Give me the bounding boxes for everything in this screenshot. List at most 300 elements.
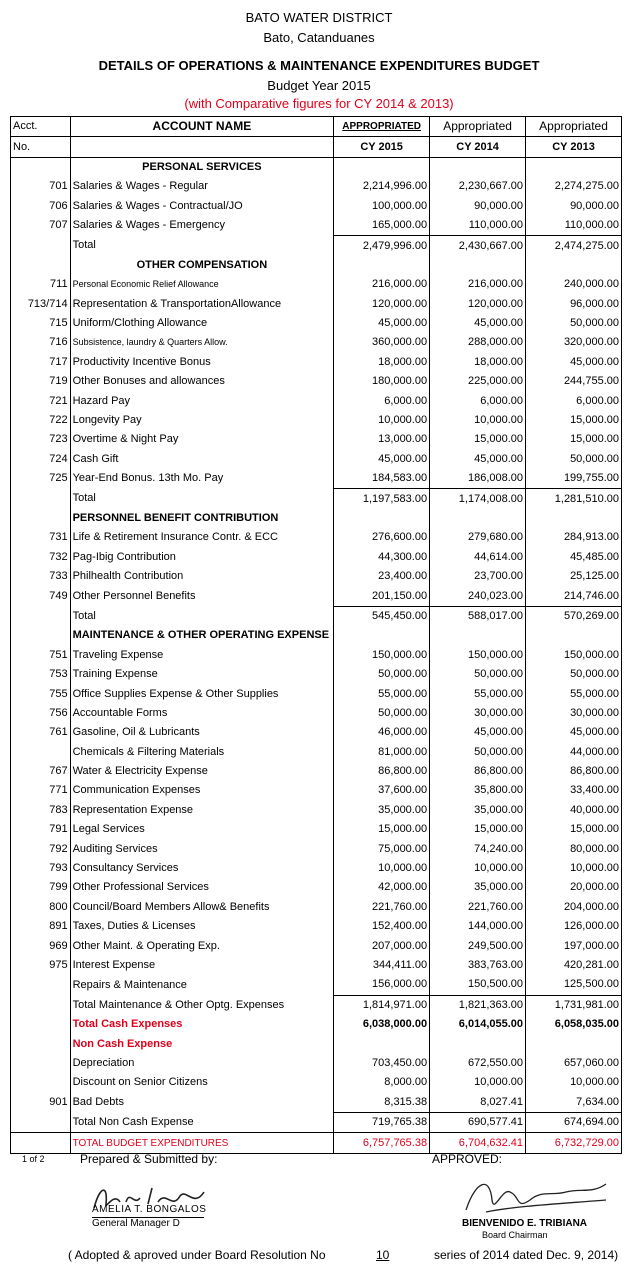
total-row <box>11 1133 622 1153</box>
value-cy2015: 46,000.00 <box>334 723 430 742</box>
acct-code <box>11 975 71 995</box>
account-name: Repairs & Maintenance <box>70 975 334 995</box>
table-row <box>11 917 622 936</box>
account-name: Council/Board Members Allow& Benefits <box>70 898 334 917</box>
value-cy2014: 150,000.00 <box>430 646 526 665</box>
section-header-row <box>11 157 622 177</box>
table-row <box>11 1034 622 1053</box>
value-cy2013: 80,000.00 <box>526 839 622 858</box>
value-cy2014: 288,000.00 <box>430 333 526 352</box>
acct-code: 751 <box>11 646 71 665</box>
value-cy2013: 40,000.00 <box>526 801 622 820</box>
account-name: Uniform/Clothing Allowance <box>70 314 334 333</box>
table-row <box>11 586 622 606</box>
account-name: Water & Electricity Expense <box>70 762 334 781</box>
total-row <box>11 1112 622 1132</box>
value-cy2013: 15,000.00 <box>526 820 622 839</box>
account-name: Salaries & Wages - Contractual/JO <box>70 197 334 216</box>
value-cy2015: 1,814,971.00 <box>334 995 430 1015</box>
value-cy2013: 1,281,510.00 <box>526 489 622 509</box>
acct-code <box>11 1073 71 1092</box>
value-cy2013: 657,060.00 <box>526 1054 622 1073</box>
comparative-note: (with Comparative figures for CY 2014 & 2013) <box>184 96 454 111</box>
value-cy2013: 10,000.00 <box>526 1073 622 1092</box>
value-cy2015: 18,000.00 <box>334 353 430 372</box>
value-cy2014: 216,000.00 <box>430 275 526 294</box>
acct-code: 749 <box>11 586 71 606</box>
table-row <box>11 314 622 333</box>
value-cy2015: 35,000.00 <box>334 801 430 820</box>
acct-code: 753 <box>11 665 71 684</box>
table-row <box>11 1093 622 1113</box>
acct-code: 793 <box>11 859 71 878</box>
value-cy2014: 383,763.00 <box>430 956 526 975</box>
value-cy2013: 96,000.00 <box>526 295 622 314</box>
account-name-header: ACCOUNT NAME <box>70 117 334 137</box>
account-name: Salaries & Wages - Emergency <box>70 216 334 236</box>
value-cy2015: 100,000.00 <box>334 197 430 216</box>
value-cy2014: 55,000.00 <box>430 684 526 703</box>
value-cy2015: 6,757,765.38 <box>334 1133 430 1153</box>
table-row <box>11 820 622 839</box>
value-cy2015: 165,000.00 <box>334 216 430 236</box>
acct-code: 799 <box>11 878 71 897</box>
value-cy2013: 320,000.00 <box>526 333 622 352</box>
account-name: Productivity Incentive Bonus <box>70 353 334 372</box>
value-cy2013: 45,000.00 <box>526 353 622 372</box>
total-row <box>11 489 622 509</box>
acct-header-top: Acct. <box>11 117 71 137</box>
account-name: Personal Economic Relief Allowance <box>70 275 334 294</box>
col1-header-bottom: CY 2015 <box>334 137 430 157</box>
value-cy2013: 55,000.00 <box>526 684 622 703</box>
acct-code <box>11 995 71 1015</box>
value-cy2013: 570,269.00 <box>526 606 622 626</box>
value-cy2013: 240,000.00 <box>526 275 622 294</box>
table-row <box>11 1054 622 1073</box>
account-name: Auditing Services <box>70 839 334 858</box>
account-name: Depreciation <box>70 1054 334 1073</box>
account-name: Year-End Bonus. 13th Mo. Pay <box>70 469 334 489</box>
right-signature <box>456 1170 616 1220</box>
acct-code <box>11 157 71 177</box>
left-signatory-title: General Manager D <box>92 1217 204 1229</box>
acct-code: 713/714 <box>11 295 71 314</box>
acct-code: 771 <box>11 781 71 800</box>
value-cy2013: 197,000.00 <box>526 936 622 955</box>
acct-code: 711 <box>11 275 71 294</box>
account-name: Subsistence, laundry & Quarters Allow. <box>70 333 334 352</box>
acct-code: 716 <box>11 333 71 352</box>
col2-header-bottom: CY 2014 <box>430 137 526 157</box>
value-cy2013 <box>526 626 622 645</box>
account-name-header-blank <box>70 137 334 157</box>
value-cy2014: 249,500.00 <box>430 936 526 955</box>
value-cy2014: 144,000.00 <box>430 917 526 936</box>
acct-code: 724 <box>11 450 71 469</box>
acct-code: 975 <box>11 956 71 975</box>
budget-year: Budget Year 2015 <box>267 78 371 93</box>
account-name: Total Cash Expenses <box>70 1015 334 1034</box>
table-row <box>11 469 622 489</box>
section-header-row <box>11 509 622 528</box>
value-cy2014: 35,000.00 <box>430 801 526 820</box>
value-cy2014: 6,014,055.00 <box>430 1015 526 1034</box>
account-name: Pag-Ibig Contribution <box>70 548 334 567</box>
value-cy2013: 1,731,981.00 <box>526 995 622 1015</box>
acct-header-bottom: No. <box>11 137 71 157</box>
value-cy2014: 50,000.00 <box>430 743 526 762</box>
value-cy2014: 2,230,667.00 <box>430 177 526 196</box>
value-cy2014: 10,000.00 <box>430 411 526 430</box>
value-cy2013 <box>526 256 622 275</box>
account-name: TOTAL BUDGET EXPENDITURES <box>70 1133 334 1153</box>
value-cy2014: 186,008.00 <box>430 469 526 489</box>
value-cy2013: 10,000.00 <box>526 859 622 878</box>
table-row <box>11 723 622 742</box>
total-row <box>11 995 622 1015</box>
value-cy2013: 125,500.00 <box>526 975 622 995</box>
account-name: Training Expense <box>70 665 334 684</box>
value-cy2015: 276,600.00 <box>334 528 430 547</box>
acct-code: 969 <box>11 936 71 955</box>
acct-code: 707 <box>11 216 71 236</box>
resolution-number: 10 <box>376 1248 390 1262</box>
value-cy2015: 180,000.00 <box>334 372 430 391</box>
value-cy2013 <box>526 1034 622 1053</box>
value-cy2015: 45,000.00 <box>334 450 430 469</box>
value-cy2014: 90,000.00 <box>430 197 526 216</box>
value-cy2015: 2,479,996.00 <box>334 236 430 256</box>
total-row <box>11 236 622 256</box>
table-row <box>11 1073 622 1092</box>
value-cy2014: 35,000.00 <box>430 878 526 897</box>
account-name: Philhealth Contribution <box>70 567 334 586</box>
acct-code <box>11 1034 71 1053</box>
value-cy2013: 6,000.00 <box>526 391 622 410</box>
value-cy2013: 2,474,275.00 <box>526 236 622 256</box>
value-cy2013: 30,000.00 <box>526 704 622 723</box>
account-name: Hazard Pay <box>70 391 334 410</box>
acct-code: 755 <box>11 684 71 703</box>
right-signatory-name: BIENVENIDO E. TRIBIANA <box>462 1218 588 1229</box>
acct-code: 792 <box>11 839 71 858</box>
acct-code <box>11 743 71 762</box>
value-cy2013: 90,000.00 <box>526 197 622 216</box>
value-cy2015: 1,197,583.00 <box>334 489 430 509</box>
value-cy2014: 8,027.41 <box>430 1093 526 1113</box>
value-cy2015 <box>334 157 430 177</box>
acct-code: 783 <box>11 801 71 820</box>
col1-header-top: APPROPRIATED <box>334 117 430 137</box>
value-cy2013: 86,800.00 <box>526 762 622 781</box>
acct-code: 800 <box>11 898 71 917</box>
value-cy2015: 703,450.00 <box>334 1054 430 1073</box>
value-cy2014: 588,017.00 <box>430 606 526 626</box>
value-cy2015: 50,000.00 <box>334 704 430 723</box>
value-cy2014: 44,614.00 <box>430 548 526 567</box>
value-cy2013: 45,485.00 <box>526 548 622 567</box>
value-cy2014: 150,500.00 <box>430 975 526 995</box>
value-cy2015: 55,000.00 <box>334 684 430 703</box>
prepared-label: Prepared & Submitted by: <box>80 1152 218 1166</box>
left-signatory-name: AMELIA T. BONGALOS <box>92 1204 207 1215</box>
value-cy2013: 15,000.00 <box>526 411 622 430</box>
value-cy2013: 284,913.00 <box>526 528 622 547</box>
table-row <box>11 704 622 723</box>
account-name: Other Personnel Benefits <box>70 586 334 606</box>
table-row <box>11 839 622 858</box>
value-cy2014 <box>430 626 526 645</box>
value-cy2015: 8,000.00 <box>334 1073 430 1092</box>
account-name: PERSONAL SERVICES <box>70 157 334 177</box>
value-cy2014 <box>430 157 526 177</box>
acct-code: 756 <box>11 704 71 723</box>
value-cy2015 <box>334 256 430 275</box>
table-row <box>11 781 622 800</box>
account-name: Other Professional Services <box>70 878 334 897</box>
account-name: Gasoline, Oil & Lubricants <box>70 723 334 742</box>
value-cy2015: 150,000.00 <box>334 646 430 665</box>
value-cy2015: 13,000.00 <box>334 430 430 449</box>
table-row <box>11 528 622 547</box>
table-row <box>11 275 622 294</box>
account-name: Accountable Forms <box>70 704 334 723</box>
table-row <box>11 743 622 762</box>
account-name: Life & Retirement Insurance Contr. & ECC <box>70 528 334 547</box>
value-cy2014 <box>430 1034 526 1053</box>
table-row <box>11 177 622 196</box>
value-cy2013: 45,000.00 <box>526 723 622 742</box>
account-name: Salaries & Wages - Regular <box>70 177 334 196</box>
account-name: Bad Debts <box>70 1093 334 1113</box>
value-cy2015: 207,000.00 <box>334 936 430 955</box>
account-name: Longevity Pay <box>70 411 334 430</box>
org-place: Bato, Catanduanes <box>263 30 375 45</box>
value-cy2015: 86,800.00 <box>334 762 430 781</box>
table-row <box>11 956 622 975</box>
acct-code: 721 <box>11 391 71 410</box>
table-row <box>11 372 622 391</box>
value-cy2015: 6,000.00 <box>334 391 430 410</box>
col2-header-top: Appropriated <box>430 117 526 137</box>
acct-code: 715 <box>11 314 71 333</box>
account-name: Discount on Senior Citizens <box>70 1073 334 1092</box>
table-row <box>11 665 622 684</box>
value-cy2015 <box>334 509 430 528</box>
table-row <box>11 859 622 878</box>
table-row <box>11 411 622 430</box>
document-title: DETAILS OF OPERATIONS & MAINTENANCE EXPENDITURES BUDGET <box>98 58 540 73</box>
value-cy2014: 1,174,008.00 <box>430 489 526 509</box>
account-name: OTHER COMPENSATION <box>70 256 334 275</box>
account-name: Total <box>70 236 334 256</box>
page-number: 1 of 2 <box>22 1154 45 1164</box>
table-row <box>11 548 622 567</box>
value-cy2013: 126,000.00 <box>526 917 622 936</box>
value-cy2013: 674,694.00 <box>526 1112 622 1132</box>
acct-code <box>11 1112 71 1132</box>
table-row <box>11 1015 622 1034</box>
account-name: Total <box>70 606 334 626</box>
value-cy2014: 35,800.00 <box>430 781 526 800</box>
account-name: Consultancy Services <box>70 859 334 878</box>
acct-code: 731 <box>11 528 71 547</box>
value-cy2013: 420,281.00 <box>526 956 622 975</box>
acct-code: 719 <box>11 372 71 391</box>
value-cy2015: 81,000.00 <box>334 743 430 762</box>
value-cy2013: 20,000.00 <box>526 878 622 897</box>
acct-code: 767 <box>11 762 71 781</box>
acct-code: 732 <box>11 548 71 567</box>
value-cy2014: 240,023.00 <box>430 586 526 606</box>
acct-code: 701 <box>11 177 71 196</box>
account-name: Total Non Cash Expense <box>70 1112 334 1132</box>
value-cy2013: 2,274,275.00 <box>526 177 622 196</box>
table-row <box>11 216 622 236</box>
value-cy2015: 42,000.00 <box>334 878 430 897</box>
acct-code <box>11 489 71 509</box>
value-cy2014: 23,700.00 <box>430 567 526 586</box>
value-cy2015: 23,400.00 <box>334 567 430 586</box>
account-name: Interest Expense <box>70 956 334 975</box>
value-cy2015: 6,038,000.00 <box>334 1015 430 1034</box>
account-name: Overtime & Night Pay <box>70 430 334 449</box>
acct-code <box>11 626 71 645</box>
table-row <box>11 295 622 314</box>
account-name: Non Cash Expense <box>70 1034 334 1053</box>
acct-code <box>11 1133 71 1153</box>
value-cy2014: 45,000.00 <box>430 450 526 469</box>
value-cy2013: 7,634.00 <box>526 1093 622 1113</box>
acct-code <box>11 606 71 626</box>
value-cy2014: 45,000.00 <box>430 314 526 333</box>
value-cy2013: 44,000.00 <box>526 743 622 762</box>
value-cy2013: 214,746.00 <box>526 586 622 606</box>
org-name: BATO WATER DISTRICT <box>245 10 393 25</box>
table-row <box>11 333 622 352</box>
value-cy2013: 15,000.00 <box>526 430 622 449</box>
account-name: Representation Expense <box>70 801 334 820</box>
acct-code: 791 <box>11 820 71 839</box>
account-name: Chemicals & Filtering Materials <box>70 743 334 762</box>
table-row <box>11 391 622 410</box>
acct-code <box>11 1054 71 1073</box>
acct-code <box>11 236 71 256</box>
section-header-row <box>11 626 622 645</box>
value-cy2015: 184,583.00 <box>334 469 430 489</box>
table-row <box>11 197 622 216</box>
value-cy2015: 221,760.00 <box>334 898 430 917</box>
value-cy2014 <box>430 256 526 275</box>
value-cy2014: 279,680.00 <box>430 528 526 547</box>
value-cy2014: 86,800.00 <box>430 762 526 781</box>
value-cy2013: 25,125.00 <box>526 567 622 586</box>
value-cy2013: 50,000.00 <box>526 314 622 333</box>
account-name: Taxes, Duties & Licenses <box>70 917 334 936</box>
budget-table <box>10 116 622 1154</box>
value-cy2014: 30,000.00 <box>430 704 526 723</box>
account-name: Other Maint. & Operating Exp. <box>70 936 334 955</box>
account-name: PERSONNEL BENEFIT CONTRIBUTION <box>70 509 334 528</box>
table-row <box>11 646 622 665</box>
table-row <box>11 353 622 372</box>
value-cy2013: 50,000.00 <box>526 665 622 684</box>
table-row <box>11 801 622 820</box>
table-row <box>11 878 622 897</box>
col3-header-top: Appropriated <box>526 117 622 137</box>
approved-label: APPROVED: <box>432 1152 503 1166</box>
account-name: MAINTENANCE & OTHER OPERATING EXPENSE <box>70 626 334 645</box>
acct-code: 891 <box>11 917 71 936</box>
value-cy2015: 8,315.38 <box>334 1093 430 1113</box>
value-cy2015: 44,300.00 <box>334 548 430 567</box>
section-header-row <box>11 256 622 275</box>
table-row <box>11 567 622 586</box>
value-cy2015: 50,000.00 <box>334 665 430 684</box>
value-cy2014: 225,000.00 <box>430 372 526 391</box>
value-cy2014: 2,430,667.00 <box>430 236 526 256</box>
acct-code: 761 <box>11 723 71 742</box>
value-cy2014: 120,000.00 <box>430 295 526 314</box>
value-cy2015: 344,411.00 <box>334 956 430 975</box>
value-cy2015: 216,000.00 <box>334 275 430 294</box>
total-row <box>11 606 622 626</box>
value-cy2013: 150,000.00 <box>526 646 622 665</box>
value-cy2015: 719,765.38 <box>334 1112 430 1132</box>
value-cy2013: 33,400.00 <box>526 781 622 800</box>
value-cy2014: 672,550.00 <box>430 1054 526 1073</box>
value-cy2015: 156,000.00 <box>334 975 430 995</box>
value-cy2014: 45,000.00 <box>430 723 526 742</box>
value-cy2014: 10,000.00 <box>430 859 526 878</box>
value-cy2014: 10,000.00 <box>430 1073 526 1092</box>
value-cy2013: 204,000.00 <box>526 898 622 917</box>
account-name: Traveling Expense <box>70 646 334 665</box>
acct-code: 722 <box>11 411 71 430</box>
value-cy2015: 2,214,996.00 <box>334 177 430 196</box>
acct-code: 717 <box>11 353 71 372</box>
acct-code <box>11 256 71 275</box>
acct-code: 901 <box>11 1093 71 1113</box>
value-cy2013: 6,058,035.00 <box>526 1015 622 1034</box>
value-cy2015 <box>334 1034 430 1053</box>
value-cy2013: 6,732,729.00 <box>526 1133 622 1153</box>
value-cy2014: 18,000.00 <box>430 353 526 372</box>
value-cy2013: 50,000.00 <box>526 450 622 469</box>
account-name: Other Bonuses and allowances <box>70 372 334 391</box>
right-signatory-title: Board Chairman <box>482 1230 548 1240</box>
table-row <box>11 898 622 917</box>
value-cy2015: 360,000.00 <box>334 333 430 352</box>
acct-code: 725 <box>11 469 71 489</box>
table-row <box>11 975 622 995</box>
value-cy2014 <box>430 509 526 528</box>
value-cy2015: 120,000.00 <box>334 295 430 314</box>
value-cy2015: 15,000.00 <box>334 820 430 839</box>
value-cy2014: 15,000.00 <box>430 430 526 449</box>
resolution-text-a: ( Adopted & aproved under Board Resolution No <box>68 1248 326 1262</box>
value-cy2015: 45,000.00 <box>334 314 430 333</box>
account-name: Office Supplies Expense & Other Supplies <box>70 684 334 703</box>
value-cy2015: 201,150.00 <box>334 586 430 606</box>
account-name: Cash Gift <box>70 450 334 469</box>
value-cy2014: 110,000.00 <box>430 216 526 236</box>
acct-code: 723 <box>11 430 71 449</box>
account-name: Legal Services <box>70 820 334 839</box>
account-name: Total <box>70 489 334 509</box>
table-row <box>11 430 622 449</box>
